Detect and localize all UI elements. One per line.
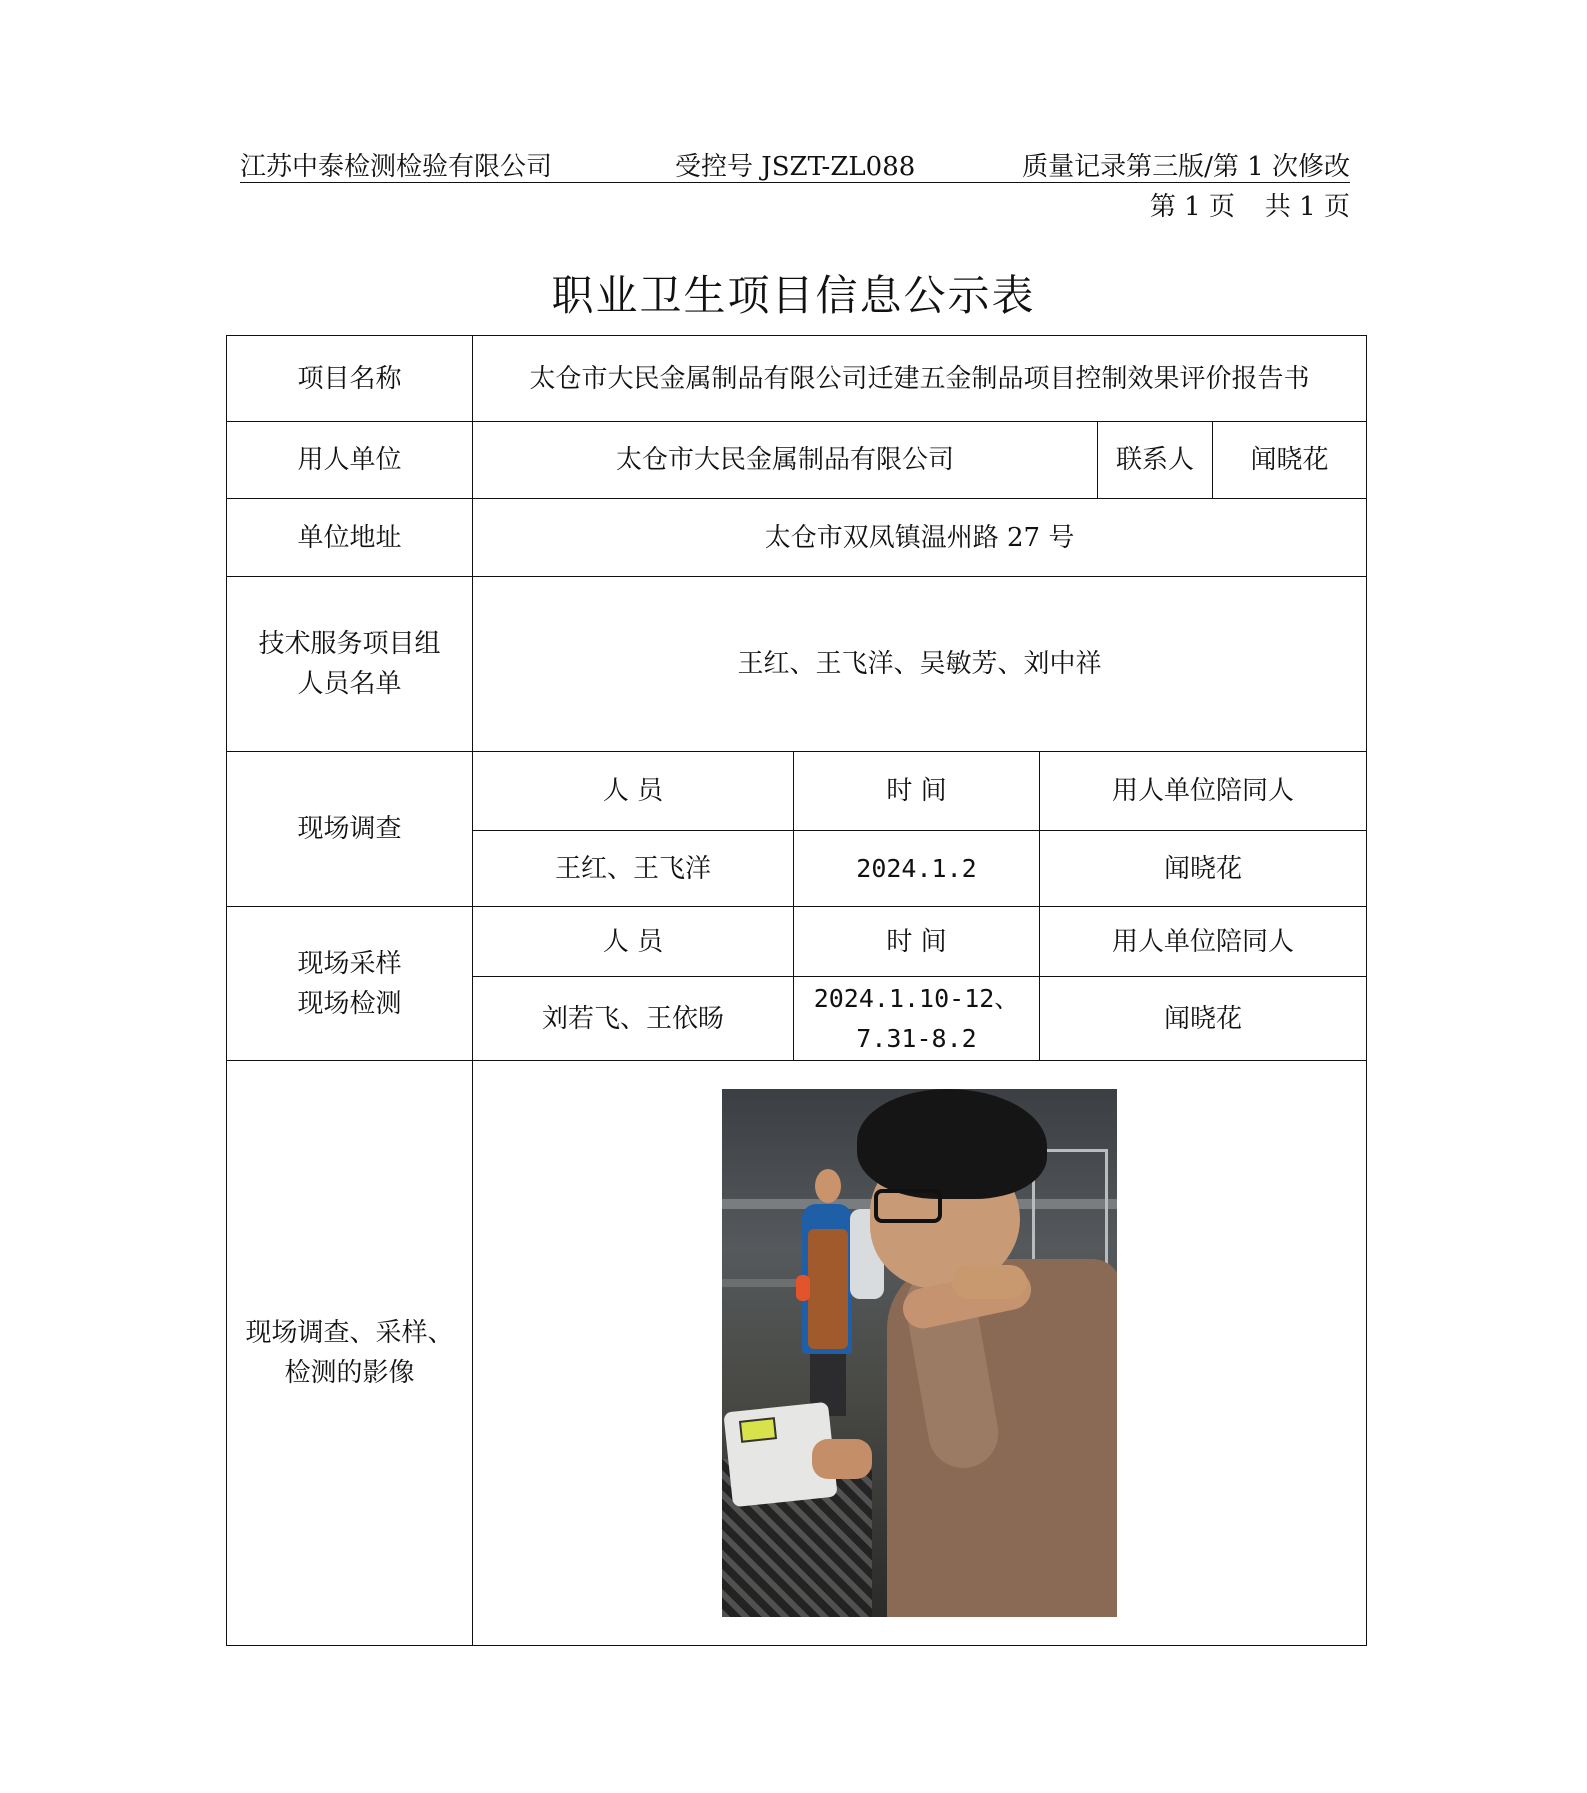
sampling-time-line1: 2024.1.10-12、 [813, 983, 1020, 1013]
address-value: 太仓市双凤镇温州路 27 号 [473, 499, 1367, 577]
images-label [227, 1061, 473, 1646]
address-label: 单位地址 [227, 499, 473, 577]
info-table [226, 335, 1367, 1646]
images-label-line1: 现场调查、采样、 [245, 1318, 454, 1348]
sampling-time [794, 977, 1040, 1061]
project-name-value: 太仓市大民金属制品有限公司迁建五金制品项目控制效果评价报告书 [473, 336, 1367, 422]
images-label-line2: 检测的影像 [284, 1358, 415, 1388]
employer-label: 用人单位 [227, 422, 473, 499]
survey-time: 2024.1.2 [794, 831, 1040, 907]
site-photo [722, 1089, 1117, 1617]
document-header [240, 140, 1350, 183]
survey-label: 现场调查 [227, 752, 473, 907]
row-project-name [227, 336, 1367, 422]
row-address [227, 499, 1367, 577]
contact-label: 联系人 [1098, 422, 1213, 499]
images-cell [473, 1061, 1367, 1646]
page-current: 第 1 页 [1149, 192, 1235, 222]
sampling-label-line2: 现场检测 [297, 988, 402, 1019]
header-company: 江苏中泰检测检验有限公司 [240, 152, 553, 182]
team-label-line2: 人员名单 [297, 669, 402, 699]
row-sampling-header [227, 907, 1367, 977]
row-employer [227, 422, 1367, 499]
survey-col-personnel: 人 员 [473, 752, 794, 831]
sampling-time-line2: 7.31-8.2 [856, 1023, 977, 1053]
team-value: 王红、王飞洋、吴敏芳、刘中祥 [473, 577, 1367, 752]
page-title: 职业卫生项目信息公示表 [551, 271, 1036, 320]
sampling-label [227, 907, 473, 1061]
header-control-number: 受控号 JSZT-ZL088 [675, 152, 916, 182]
sampling-personnel: 刘若飞、王依旸 [473, 977, 794, 1061]
project-name-label: 项目名称 [227, 336, 473, 422]
survey-escort: 闻晓花 [1040, 831, 1367, 907]
page-number [1150, 186, 1350, 223]
header-edition: 质量记录第三版/第 1 次修改 [1022, 152, 1350, 182]
row-team [227, 577, 1367, 752]
survey-col-escort: 用人单位陪同人 [1040, 752, 1367, 831]
employer-value: 太仓市大民金属制品有限公司 [473, 422, 1098, 499]
sampling-escort: 闻晓花 [1040, 977, 1367, 1061]
sampling-col-time: 时 间 [794, 907, 1040, 977]
sampling-col-escort: 用人单位陪同人 [1040, 907, 1367, 977]
sampling-col-personnel: 人 员 [473, 907, 794, 977]
team-label-line1: 技术服务项目组 [258, 629, 441, 659]
survey-col-time: 时 间 [794, 752, 1040, 831]
survey-personnel: 王红、王飞洋 [473, 831, 794, 907]
row-survey-header [227, 752, 1367, 831]
page-total: 共 1 页 [1264, 192, 1350, 222]
team-label [227, 577, 473, 752]
sampling-label-line1: 现场采样 [297, 948, 402, 979]
row-images [227, 1061, 1367, 1646]
contact-value: 闻晓花 [1213, 422, 1367, 499]
